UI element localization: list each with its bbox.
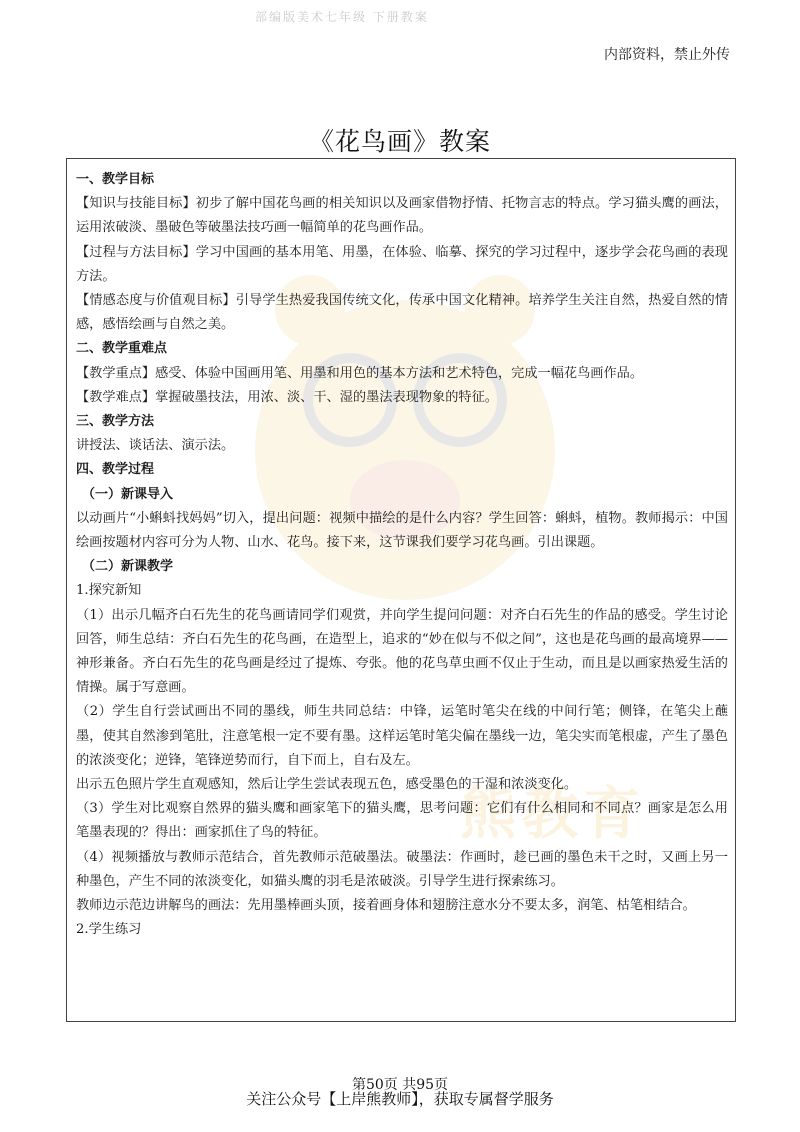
paragraph: 以动画片“小蝌蚪找妈妈”切入，提出问题：视频中描绘的是什么内容？学生回答：蝌蚪，植物。教师揭示：中国绘画按题材内容可分为人物、山水、花鸟。接下来，这节课我们要学习花鸟画。引出课题。 bbox=[76, 510, 728, 551]
paragraph: 2.学生练习 bbox=[76, 922, 142, 938]
footer-promo: 关注公众号【上岸熊教师】，获取专属督学服务 bbox=[246, 1090, 554, 1108]
subsection-heading: （一）新课导入 bbox=[82, 486, 174, 502]
paragraph: 【知识与技能目标】初步了解中国花鸟画的相关知识以及画家借物抒情、托物言志的特点。学习猫头鹰的画法，运用浓破淡、墨破色等破墨法技巧画一幅简单的花鸟画作品。 bbox=[76, 196, 728, 236]
paragraph: 讲授法、谈话法、演示法。 bbox=[76, 438, 235, 454]
section-heading: 三、教学方法 bbox=[76, 414, 155, 430]
paragraph: 1.探究新知 bbox=[76, 583, 142, 599]
page-indicator: 第50页 共95页 bbox=[351, 1077, 449, 1093]
paragraph: 【过程与方法目标】学习中国画的基本用笔、用墨，在体验、临摹、探究的学习过程中，逐步学会花鸟画的表现方法。 bbox=[76, 244, 728, 284]
lesson-plan-body bbox=[76, 168, 728, 943]
paragraph: （2）学生自行尝试画出不同的墨线，师生共同总结：中锋，运笔时笔尖在线的中间行笔；侧锋，在笔尖上蘸墨，使其自然渗到笔肚，注意笔根一定不要有墨。这样运笔时笔尖偏在墨线一边，笔尖实而笔根虚，产生了墨色的浓淡变化；逆锋，笔锋逆势而行，自下而上，自右及左。 bbox=[76, 704, 728, 768]
paragraph: （1）出示几幅齐白石先生的花鸟画请同学们观赏，并向学生提问问题：对齐白石先生的作品的感受。学生讨论回答，师生总结：齐白石先生的花鸟画，在造型上，追求的“妙在似与不似之间”，这也是花鸟画的最高境界——神形兼备。齐白石先生的花鸟画是经过了提炼、夸张。他的花鸟草虫画不仅止于生动，而且是以画家热爱生活的情操。属于写意画。 bbox=[76, 607, 728, 696]
paragraph: 【情感态度与价值观目标】引导学生热爱我国传统文化，传承中国文化精神。培养学生关注自然，热爱自然的情感，感悟绘画与自然之美。 bbox=[76, 293, 728, 333]
subsection-heading: （二）新课教学 bbox=[82, 559, 174, 575]
internal-notice: 内部资料，禁止外传 bbox=[604, 47, 730, 63]
faded-header-text: 部编版美术七年级 下册教案 bbox=[255, 10, 429, 22]
paragraph: 【教学重点】感受、体验中国画用笔、用墨和用色的基本方法和艺术特色，完成一幅花鸟画作品。 bbox=[76, 365, 644, 381]
section-heading: 四、教学过程 bbox=[76, 462, 155, 478]
section-heading: 一、教学目标 bbox=[76, 172, 155, 187]
paragraph: 【教学难点】掌握破墨技法，用浓、淡、干、湿的墨法表现物象的特征。 bbox=[76, 389, 498, 405]
paragraph: （4）视频播放与教师示范结合，首先教师示范破墨法。破墨法：作画时，趁已画的墨色未干之时，又画上另一种墨色，产生不同的浓淡变化，如猫头鹰的羽毛是浓破淡。引导学生进行探索练习。 bbox=[76, 849, 728, 889]
document-title: 《花鸟画》教案 bbox=[308, 127, 491, 156]
watermark-text: 熊教育 bbox=[460, 781, 646, 847]
paragraph: （3）学生对比观察自然界的猫头鹰和画家笔下的猫头鹰，思考问题：它们有什么相同和不同点？画家是怎么用笔墨表现的？得出：画家抓住了鸟的特征。 bbox=[76, 801, 728, 841]
section-heading: 二、教学重难点 bbox=[76, 341, 168, 357]
paragraph: 教师边示范边讲解鸟的画法：先用墨棒画头顶，接着画身体和翅膀注意水分不要太多，润笔、枯笔相结合。 bbox=[76, 898, 696, 914]
paragraph: 出示五色照片学生直观感知，然后让学生尝试表现五色，感受墨色的干湿和浓淡变化。 bbox=[76, 777, 578, 793]
